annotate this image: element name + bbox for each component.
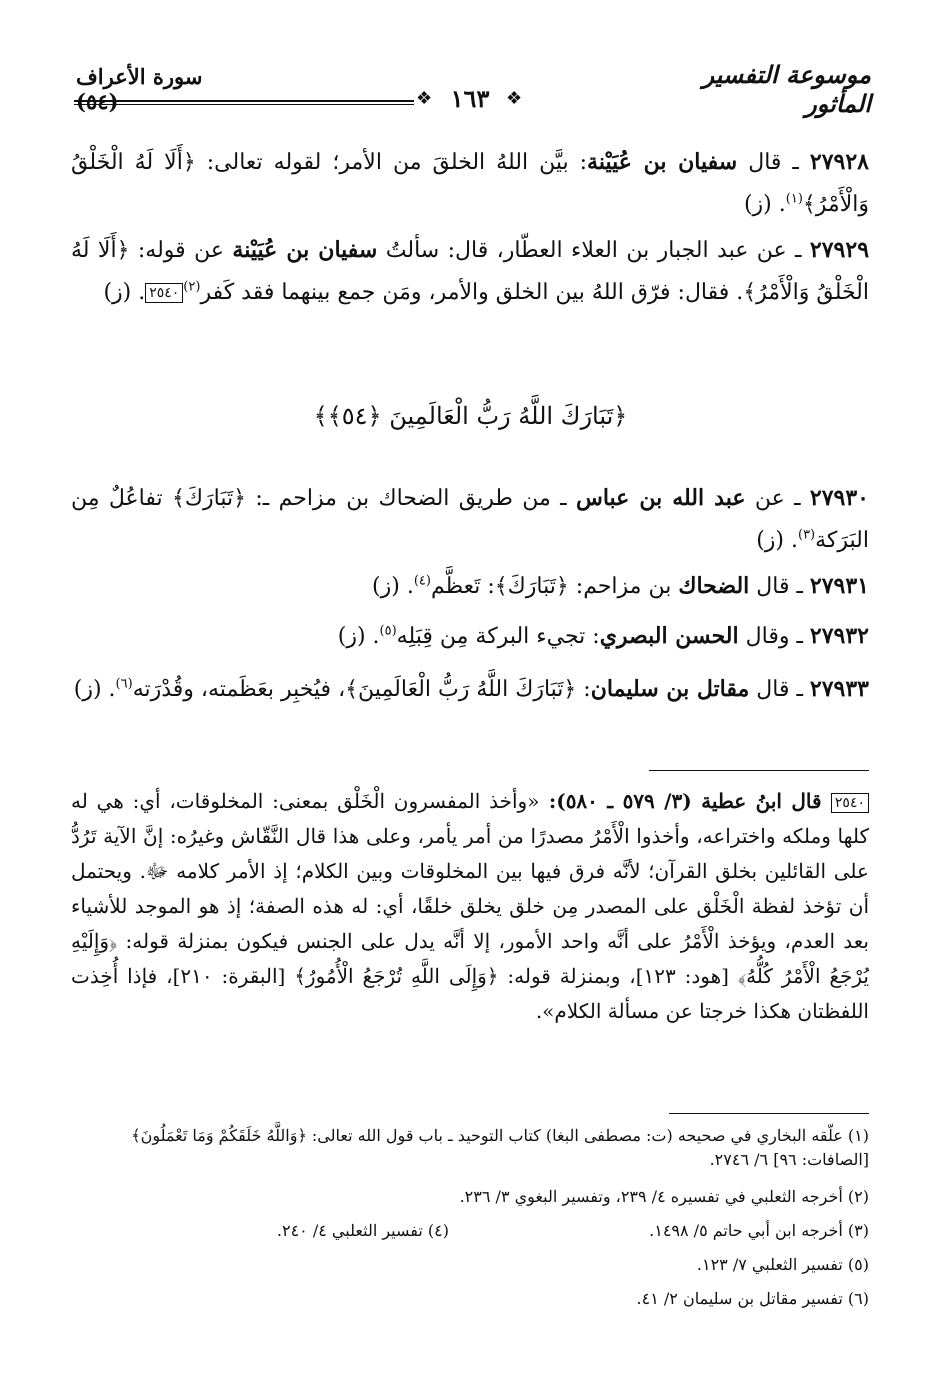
page-number: ١٦٣ [450,84,490,113]
note-lead: قال ابنُ عطية (٣/ ٥٧٩ ـ ٥٨٠): [539,789,831,813]
hadith-text: ـ وقال [738,624,810,649]
hadith-number: ٢٧٩٢٨ [809,149,869,175]
hadith-number: ٢٧٩٣١ [809,573,869,599]
narrator-name: الضحاك [678,573,750,599]
hadith-number: ٢٧٩٢٩ [809,237,870,263]
footnote-1: (١) علّقه البخاري في صحيحه (ت: مصطفى البغا) كتاب التوحيد ـ باب قول الله تعالى: ﴿وَاللَّهُ خَلَقَكُمْ وَمَا تَعْمَلُونَ﴾ [الصافات: ٩٦] ٦/ ٢٧٤٦. [131,1126,869,1169]
note-marker-box: ٢٥٤٠ [831,793,869,813]
header-rule-left-thin [74,104,414,105]
note-text: «وأخذ المفسرون الْخَلْق بمعنى: المخلوقات، أي: هي له كلها وملكه واختراعه، وأخذوا الْأَمْرُ مصدرًا من أمر يأمر، وعلى هذا قال النَّقّاش وغيرُه: إنَّ الآية تَرُدُّ على القائلين بخلق القرآن؛ لأنَّه فرق فيها بين المخلوقات وبين الكلام؛ إذ الأمر كلامه ﷻ. ويحتمل أن تؤخذ لفظة الْخَلْق على المصدر مِن خلق يخلق خلقًا، أي: له هذه الصفة؛ إذ هو الموجد للأشياء بعد العدم، ويؤخذ الْأَمْرُ على أنَّه واحد الأمور، إلا أنَّه يدل على الجنس فيكون بمنزلة قوله: ﴿وَإِلَيْهِ يُرْجَعُ الْأَمْرُ كُلُّهُ﴾ [هود: ١٢٣]، وبمنزلة قوله: ﴿وَإِلَى اللَّهِ تُرْجَعُ الْأُمُورُ﴾ [البقرة: ٢١٠]، فإذا أُخِذت اللفظتان هكذا خرجتا عن مسألة الكلام». [71,789,869,1023]
hadith-text: عن قوله: ﴿أَلَا لَهُ الْخَلْقُ وَالْأَمْرُ﴾. فقال: فرّق اللهُ بين الخلق والأمر، ومَن جمع بينهما فقد كَفر [71,238,869,305]
ornament-icon: ❖ [416,88,433,109]
header-rule-left [74,100,414,102]
source-mark: . (ز) [73,677,116,702]
footnote-ref: (٥) [379,623,397,639]
hadith-number: ٢٧٩٣٠ [809,485,869,511]
footnote-6: (٦) تفسير مقاتل بن سليمان ٢/ ٤١. [636,1289,869,1308]
narrator-name: سفيان بن عُيَيْنة [232,237,378,263]
hadith-27930 [71,477,869,562]
hadith-27928 [71,141,869,226]
footnote-4: (٤) تفسير الثعلبي ٤/ ٢٤٠. [276,1221,449,1240]
hadith-27929 [71,229,869,314]
note-separator [649,770,869,771]
source-mark: . (ز) [372,574,414,599]
hadith-number: ٢٧٩٣٣ [809,676,869,702]
running-surah: سورة الأعراف (٥٤) [76,64,203,114]
hadith-27933 [71,668,869,711]
hadith-text: ـ عن [745,486,810,511]
hadith-27931 [71,565,869,608]
source-mark: . (ز) [337,624,380,649]
source-mark: . (ز) [103,280,146,305]
note-marker-box: ٢٥٤٠ [145,283,183,303]
footnote-ref: (٤) [413,573,431,589]
hadith-text: ـ عن عبد الجبار بن العلاء العطّار، قال: سألتُ [377,238,810,263]
hadith-text: : بيَّن اللهُ الخلقَ من الأمر؛ لقوله تعالى: ﴿أَلَا لَهُ الْخَلْقُ وَالْأَمْرُ﴾ [71,150,869,217]
commentary-note [71,784,869,1029]
footnote-ref: (٣) [797,527,816,543]
hadith-text: : ﴿تَبَارَكَ اللَّهُ رَبُّ الْعَالَمِينَ﴾، فيُخبِر بعَظَمته، وقُدْرَته [132,677,591,702]
hadith-text: ـ من طريق الضحاك بن مزاحم ـ: ﴿تَبَارَكَ﴾ تفاعُلٌ مِن البَرَكة [71,486,869,553]
narrator-name: مقاتل بن سليمان [590,676,750,702]
footnote-5: (٥) تفسير الثعلبي ٧/ ١٢٣. [696,1255,869,1274]
narrator-name: سفيان بن عُيَيْنة [587,149,738,175]
hadith-27932 [71,615,869,658]
hadith-text: بن مزاحم: ﴿تَبَارَكَ﴾: تَعظَّم [430,574,679,599]
verse-heading: ﴿تَبَارَكَ اللَّهُ رَبُّ الْعَالَمِينَ ﴿٥٤﴾﴾ [313,402,628,430]
running-title: موسوعة التفسير المأثور [702,60,871,118]
hadith-text: : تجيء البركة مِن قِبَلِه [396,624,600,649]
footnote-3: (٣) أخرجه ابن أبي حاتم ٥/ ١٤٩٨. [649,1221,869,1240]
hadith-number: ٢٧٩٣٢ [809,623,869,649]
ornament-icon: ❖ [506,88,523,109]
footnote-2: (٢) أخرجه الثعلبي في تفسيره ٤/ ٢٣٩، وتفسير البغوي ٣/ ٢٣٦. [459,1187,869,1206]
footnote-ref: (٢) [183,279,201,295]
narrator-name: الحسن البصري [599,623,739,649]
source-mark: . (ز) [743,192,786,217]
source-mark: . (ز) [756,528,798,553]
hadith-text: ـ قال [749,574,810,599]
footnote-ref: (٦) [115,676,133,692]
narrator-name: عبد الله بن عباس [575,485,746,511]
footnote-separator [669,1113,869,1114]
hadith-text: ـ قال [737,150,810,175]
hadith-text: ـ قال [749,677,810,702]
footnote-ref: (١) [785,191,803,207]
